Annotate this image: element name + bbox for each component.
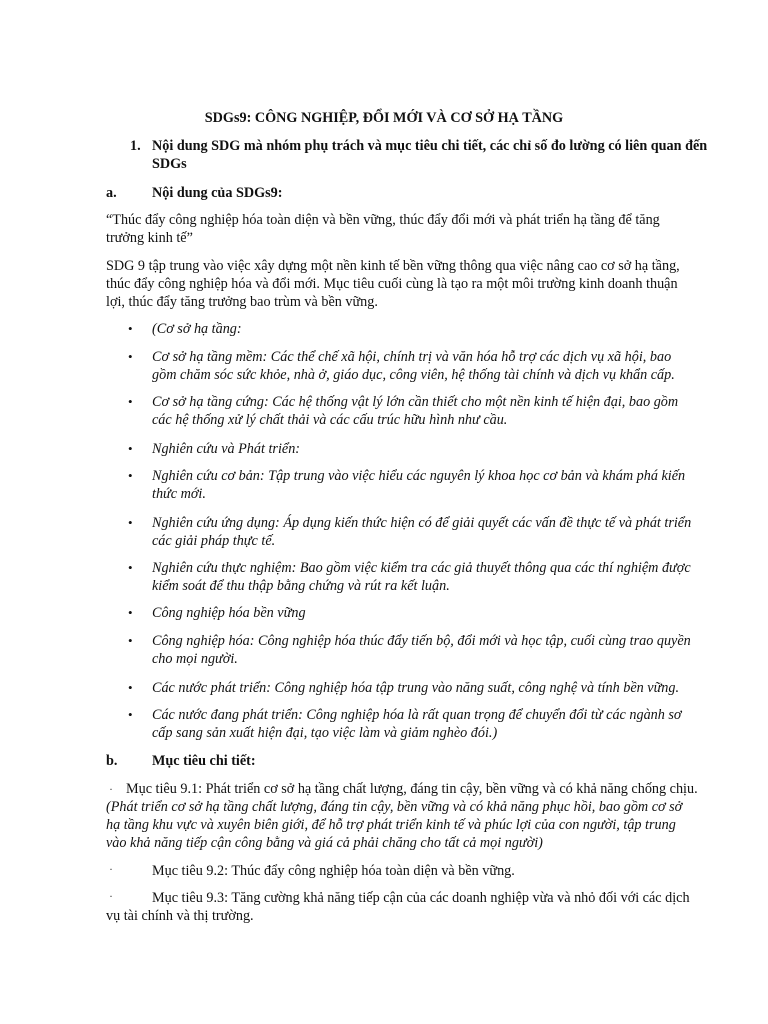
bullet-icon: • [128,321,133,336]
goal-9-2: Mục tiêu 9.2: Thúc đẩy công nghiệp hóa toàn diện và bền vững. [152,863,515,879]
goal-9-1: Mục tiêu 9.1: Phát triển cơ sở hạ tầng chất lượng, đáng tin cậy, bền vững và có khả năng chống chịu. [126,781,698,797]
bullet-icon: • [128,349,133,364]
bullet-icon: • [128,468,133,483]
section-1-number: 1. [130,138,141,154]
section-b-heading: Mục tiêu chi tiết: [152,753,256,769]
goal-dot: · [109,782,113,796]
bullet-icon: • [128,560,133,575]
bullet-icon: • [128,707,133,722]
section-b-label: b. [106,753,118,769]
bullet-icon: • [128,633,133,648]
bullet-icon: • [128,515,133,530]
goal-9-1-note: (Phát triển cơ sở hạ tầng chất lượng, đáng tin cậy, bền vững và có khả năng phục hồi, bao gồm cơ sở hạ tầng khu vực và xuyên biên giới, để hỗ trợ phát triển kinh tế và phúc lợi của con người, tập trung vào khả năng tiếp cận công bằng và giá cả phải chăng cho tất cả mọi người) [106,799,683,851]
bullet-icon: • [128,441,133,456]
section-1-heading-line1: Nội dung SDG mà nhóm phụ trách và mục tiêu chi tiết, các chỉ số đo lường có liên quan đến [152,138,708,154]
quote-paragraph: “Thúc đẩy công nghiệp hóa toàn diện và bền vững, thúc đẩy đổi mới và phát triển hạ tầng để tăng trưởng kinh tế” [106,212,660,246]
section-a-heading: Nội dung của SDGs9: [152,185,283,201]
bullet-icon: • [128,605,133,620]
intro-paragraph: SDG 9 tập trung vào việc xây dựng một nền kinh tế bền vững thông qua việc nâng cao cơ sở hạ tầng, thúc đẩy công nghiệp hóa và đổi mới. Mục tiêu cuối cùng là tạo ra một môi trường kinh doanh thuận lợi, thúc đẩy tăng trưởng bao trùm và bền vững. [106,258,680,310]
page-title: SDGs9: CÔNG NGHIỆP, ĐỔI MỚI VÀ CƠ SỞ HẠ TẦNG [204,110,564,126]
goal-dot: · [109,889,113,903]
goal-9-3: Mục tiêu 9.3: Tăng cường khả năng tiếp cận của các doanh nghiệp vừa và nhỏ đối với các dịch vụ tài chính và thị trường. [106,890,690,924]
bullet-icon: • [128,394,133,409]
goal-dot: · [109,862,113,876]
document-page: SDGs9: CÔNG NGHIỆP, ĐỔI MỚI VÀ CƠ SỞ HẠ TẦNG 1. Nội dung SDG mà nhóm phụ trách và mục tiêu chi tiết, các chỉ số đo lường có liên quan đến SDGs a. Nội dung của SDGs9: “Thúc đẩy công nghiệp hóa toàn diện và bền vững, thúc đẩy đổi mới và phát triển hạ tầng để tăng trưởng kinh tế” SDG 9 tập trung vào việc xây dựng một nền kinh tế bền vững thông qua việc nâng cao cơ sở hạ tầng, thúc đẩy công nghiệp hóa và đổi mới. Mục tiêu cuối cùng là tạo ra một môi trường kinh doanh thuận lợi, thúc đẩy tăng trưởng bao trùm và bền vững. • (Cơ sở hạ tầng: • Cơ sở hạ tầng mềm: Các thể chế xã hội, chính trị và văn hóa hỗ trợ các dịch vụ xã hội, bao gồm chăm sóc sức khỏe, nhà ở, giáo dục, công viên, hệ thống tài chính và dịch vụ khẩn cấp. • Cơ sở hạ tầng cứng: Các hệ thống vật lý lớn cần thiết cho một nền kinh tế hiện đại, bao gồm các hệ thống xử lý chất thải và các cấu trúc hữu hình như cầu. • Nghiên cứu và Phát triển: • Nghiên cứu cơ bản: Tập trung vào việc hiểu các nguyên lý khoa học cơ bản và khám phá kiến thức mới. • Nghiên cứu ứng dụng: Áp dụng kiến thức hiện có để giải quyết các vấn đề thực tế và phát triển các giải pháp thực tế. • Nghiên cứu thực nghiệm: Bao gồm việc kiểm tra các giả thuyết thông qua các thí nghiệm được kiểm soát để thu thập bằng chứng và rút ra kết luận. • Công nghiệp hóa bền vững • Công nghiệp hóa: Công nghiệp hóa thúc đẩy tiến bộ, đổi mới và học tập, cuối cùng trao quyền cho mọi người. • Các nước phát triển: Công nghiệp hóa tập trung vào năng suất, công nghệ và tính bền vững. • Các nước đang phát triển: Công nghiệp hóa là rất quan trọng để chuyển đổi từ các ngành sơ cấp sang sản xuất hiện đại, tạo việc làm và giảm nghèo đói.) b. Mục tiêu chi tiết: · Mục tiêu 9.1: Phát triển cơ sở hạ tầng chất lượng, đáng tin cậy, bền vững và có khả năng chống chịu. (Phát triển cơ sở hạ tầng chất lượng, đáng tin cậy, bền vững và có khả năng phục hồi, bao gồm cơ sở hạ tầng khu vực và xuyên biên giới, để hỗ trợ phát triển kinh tế và phúc lợi của con người, tập trung vào khả năng tiếp cận công bằng và giá cả phải chăng cho tất cả mọi người) · Mục tiêu 9.2: Thúc đẩy công nghiệp hóa toàn diện và bền vững. · Mục tiêu 9.3: Tăng cường khả năng tiếp cận của các doanh nghiệp vừa và nhỏ đối với các dịch vụ tài chính và thị trường. [0,0,768,1024]
section-a-label: a. [106,185,117,201]
bullet-icon: • [128,680,133,695]
section-1-heading-line2: SDGs [152,156,187,172]
